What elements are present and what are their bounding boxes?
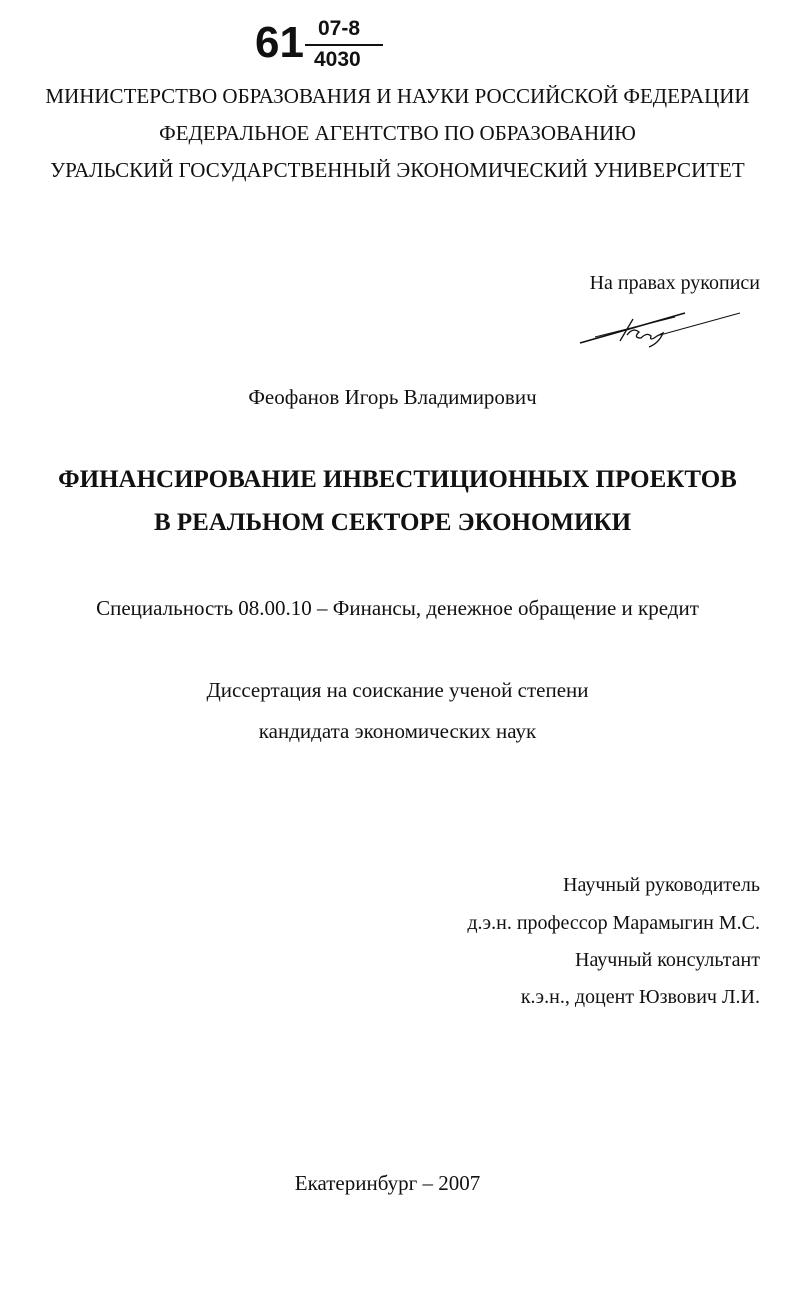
manuscript-note: На правах рукописи xyxy=(589,272,760,294)
consultant-name: к.э.н., доцент Юзвович Л.И. xyxy=(520,986,760,1008)
place-year: Екатеринбург – 2007 xyxy=(294,1171,481,1195)
stamp-fraction-line xyxy=(305,44,383,46)
consultant-label: Научный консультант xyxy=(575,949,760,971)
agency-line: ФЕДЕРАЛЬНОЕ АГЕНТСТВО ПО ОБРАЗОВАНИЮ xyxy=(159,121,636,145)
stamp-numerator: 07-8 xyxy=(318,17,361,40)
ministry-line: МИНИСТЕРСТВО ОБРАЗОВАНИЯ И НАУКИ РОССИЙСКОЙ ФЕДЕРАЦИИ xyxy=(45,84,750,108)
signature xyxy=(575,305,745,350)
degree-line-2: кандидата экономических наук xyxy=(258,719,537,743)
author-name: Феофанов Игорь Владимирович xyxy=(248,385,537,409)
university-line: УРАЛЬСКИЙ ГОСУДАРСТВЕННЫЙ ЭКОНОМИЧЕСКИЙ УНИВЕРСИТЕТ xyxy=(50,158,745,182)
supervisor-label: Научный руководитель xyxy=(563,874,760,896)
stamp-number: 61 xyxy=(255,18,304,67)
supervisor-name: д.э.н. профессор Марамыгин М.С. xyxy=(467,912,760,934)
specialty: Специальность 08.00.10 – Финансы, денежное обращение и кредит xyxy=(96,596,699,620)
dissertation-title-line-2: В РЕАЛЬНОМ СЕКТОРЕ ЭКОНОМИКИ xyxy=(153,509,632,536)
dissertation-title-line-1: ФИНАНСИРОВАНИЕ ИНВЕСТИЦИОННЫХ ПРОЕКТОВ xyxy=(58,466,737,493)
stamp-denominator: 4030 xyxy=(314,48,361,71)
degree-line-1: Диссертация на соискание ученой степени xyxy=(206,678,589,702)
